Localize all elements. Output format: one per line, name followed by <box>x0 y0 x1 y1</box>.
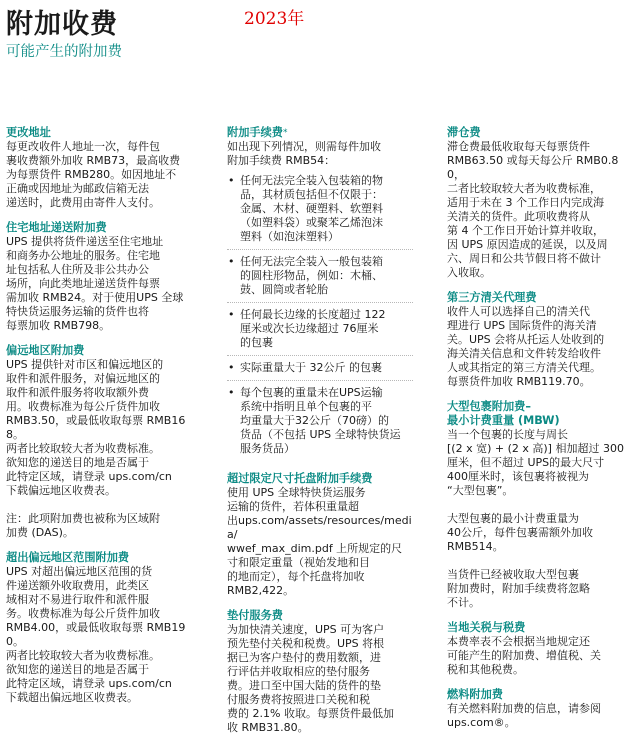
list-item <box>227 386 413 461</box>
section-title: 超过限定尺寸托盘附加手续费 <box>227 472 373 485</box>
section-body: 本费率表不会根据当地规定还 可能产生的附加费、增值税、关 税和其他税费。 <box>447 635 601 676</box>
section-note: 大型包裹的最小计费重量为 40公斤，每件包裹需额外加收 RMB514。 <box>447 512 593 553</box>
section-title: 住宅地址递送附加费 <box>6 221 107 234</box>
bullet-list <box>227 174 413 461</box>
list-item-text: 实际重量大于 32公斤 的包裹 <box>240 361 382 374</box>
section-title: 滞仓费 <box>447 126 481 139</box>
bullet-icon: • <box>228 386 235 399</box>
section-body: 滞仓费最低收取每天每票货件 RMB63.50 或每天每公斤 RMB0.80， 二者比较取较大者为收费标准， 适用于未在 3 个工作日内完成海 关清关的货件。此项收费将从 第 4 个工作日开始计算并收取， 因 UPS 原因造成的延误，以及周 六、周日和公共节假日将不做计 入收取。 <box>447 140 619 279</box>
section-residential-surcharge <box>6 221 202 333</box>
section-disbursement-fee <box>227 609 413 735</box>
year-stamp: 2023年 <box>244 9 305 29</box>
section-storage-fee <box>447 126 631 280</box>
section-body: UPS 对超出偏远地区范围的货 件递送额外收取费用，此类区 域相对不易进行取件和派件服 务。收费标准为每公斤货件加收 RMB4.00，或最低收取每票 RMB190。 两者比较取较大者为收费标准。 欲知您的递送目的地是否属于 此特定区域，请登录 ups.com/cn 下载超出偏远地区收费表。 <box>6 565 186 704</box>
section-title-text: 附加手续费 <box>227 126 283 139</box>
section-title <box>227 126 413 140</box>
column-right <box>447 126 631 741</box>
section-title: 大型包裹附加费– 最小计费重量 (MBW) <box>447 400 560 427</box>
footnote-mark: * <box>282 128 288 138</box>
section-body: 如出现下列情况，则需每件加收 附加手续费 RMB54： <box>227 140 381 167</box>
section-note: 当货件已经被收取大型包裹 附加费时，附加手续费将忽略 不计。 <box>447 568 590 609</box>
section-remote-area-surcharge <box>6 344 202 540</box>
section-title: 第三方清关代理费 <box>447 291 537 304</box>
section-address-change <box>6 126 202 210</box>
list-item <box>227 361 413 381</box>
section-fuel-surcharge <box>447 688 631 730</box>
section-body: 有关燃料附加费的信息，请参阅 ups.com®。 <box>447 702 601 729</box>
section-body: 每更改收件人地址一次，每件包 裹收费额外加收 RMB73，最高收费 为每票货件 RMB280。如因地址不 正确或因地址为邮政信箱无法 递送时，此费用由寄件人支付。 <box>6 140 181 209</box>
section-body: UPS 提供针对市区和偏远地区的 取件和派件服务，对偏远地区的 取件和派件服务将收取额外费 用。收费标准为每公斤货件加收 RMB3.50，或最低收取每票 RMB168。 两者比较取较大者为收费标准。 欲知您的递送目的地是否属于 此特定区域，请登录 ups.com/cn 下载偏远地区收费表。 <box>6 358 186 497</box>
section-large-package <box>447 400 631 610</box>
section-additional-handling <box>227 126 413 461</box>
section-title: 偏远地区附加费 <box>6 344 85 357</box>
section-third-party-broker <box>447 291 631 389</box>
section-title: 垫付服务费 <box>227 609 283 622</box>
list-item <box>227 308 413 356</box>
section-body: 使用 UPS 全球特快货运服务 运输的货件，若体积重量超 出ups.com/assets/resources/media/ wwef_max_dim.pdf 上所规定的尺 寸和限定重量（视始发地和目 的地而定），每个托盘将加收 RMB2,422。 <box>227 486 412 597</box>
page-title: 附加收费 <box>6 9 118 40</box>
bullet-icon: • <box>228 255 235 268</box>
bullet-icon: • <box>228 361 235 374</box>
section-body: 为加快清关速度，UPS 可为客户 预先垫付关税和税费。UPS 将根 据已为客户垫付的费用数额，进 行评估并收取相应的垫付服务 费。进口至中国大陆的货件的垫 付服务费将按照进口关税和税 费的 2.1% 收取。每票货件最低加 收 RMB31.80。 <box>227 623 394 734</box>
bullet-icon: • <box>228 308 235 321</box>
column-middle <box>227 126 413 746</box>
list-item-text: 任何无法完全装入一般包装箱 的圆柱形物品，例如：木桶、 鼓、圆筒或者轮胎 <box>240 255 383 296</box>
section-local-duties-taxes <box>447 621 631 677</box>
section-extended-area-surcharge <box>6 551 202 705</box>
page-subtitle: 可能产生的附加费 <box>6 44 122 60</box>
section-title: 当地关税与税费 <box>447 621 526 634</box>
section-body: 收件人可以选择自己的清关代 理进行 UPS 国际货件的海关清 关。UPS 会将从托运人处收到的 海关清关信息和文件转发给收件 人或其指定的第三方清关代理。 每票货件加收 RMB119.70。 <box>447 305 605 388</box>
section-body: 当一个包裹的长度与周长 [(2 x 宽) + (2 x 高)] 相加超过 300 厘米，但不超过 UPS的最大尺寸 400厘米时，该包裹将被视为 “大型包裹”。 <box>447 428 624 497</box>
section-oversize-pallet <box>227 472 413 598</box>
bullet-icon: • <box>228 174 235 187</box>
section-title: 燃料附加费 <box>447 688 503 701</box>
list-item-text: 任何最长边缘的长度超过 122 厘米或次长边缘超过 76厘米 的包裹 <box>240 308 386 349</box>
list-item-text: 任何无法完全装入包装箱的物 品，其材质包括但不仅限于： 金属、木材、硬塑料、软塑料 （如塑料袋）或聚苯乙烯泡沫 塑料（如泡沫塑料） <box>240 174 383 243</box>
section-body: UPS 提供将货件递送至住宅地址 和商务办公地址的服务。住宅地 址包括私人住所及非公共办公 场所，向此类地址递送货件每票 需加收 RMB24。对于使用UPS 全球 特快货运服务运输的货件也将 每票加收 RMB798。 <box>6 235 184 332</box>
section-note: 注：此项附加费也被称为区域附 加费 (DAS)。 <box>6 512 160 539</box>
section-title: 超出偏远地区范围附加费 <box>6 551 130 564</box>
section-title: 更改地址 <box>6 126 51 139</box>
list-item <box>227 255 413 303</box>
list-item <box>227 174 413 250</box>
list-item-text: 每个包裹的重量未在UPS运输 系统中指明且单个包裹的平 均重量大于32公斤（70磅）的 货品（不包括 UPS 全球特快货运 服务货品） <box>240 386 401 455</box>
column-left <box>6 126 202 716</box>
